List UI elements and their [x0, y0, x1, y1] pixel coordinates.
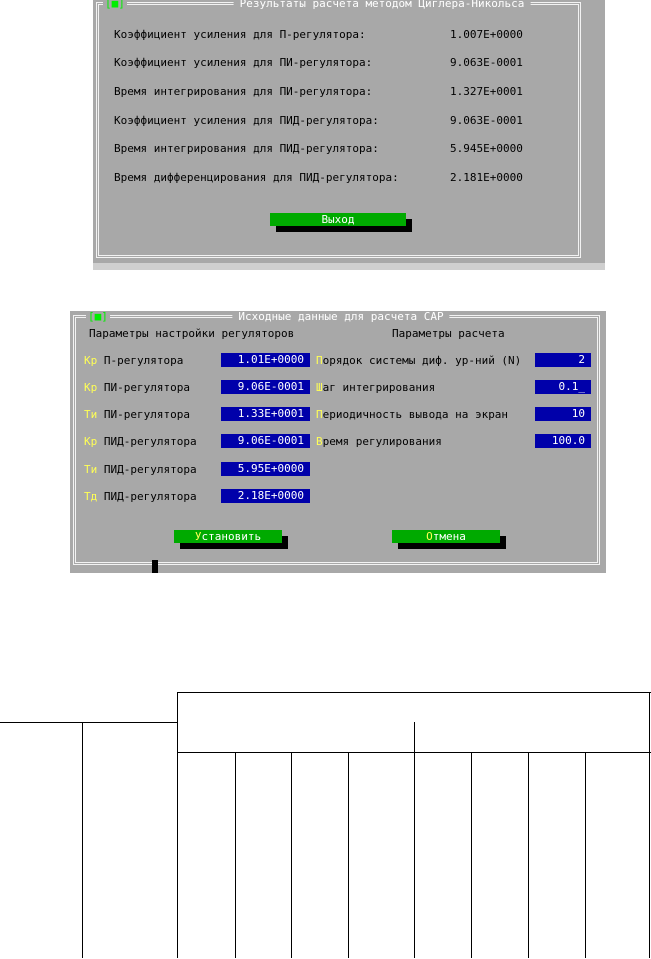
empty-table [0, 692, 651, 958]
table-col-line [82, 722, 83, 958]
table-col-line [585, 752, 586, 958]
exit-button[interactable]: Выход [270, 213, 406, 226]
param-field[interactable]: 9.06E-0001 [221, 380, 310, 394]
input-close-button[interactable]: [■] [88, 310, 108, 323]
table-col-line [235, 752, 236, 958]
param-row: Кр П-регулятора [84, 354, 184, 367]
result-value: 9.063E-0001 [450, 56, 523, 69]
calc-field[interactable]: 100.0 [535, 434, 591, 448]
calc-field[interactable]: 10 [535, 407, 591, 421]
table-col-line [649, 692, 650, 958]
table-col-line [177, 692, 178, 958]
table-col-line [471, 752, 472, 958]
input-title: Исходные данные для расчета САР [232, 311, 449, 323]
param-row: Кр ПИД-регулятора [84, 435, 197, 448]
input-dialog [70, 311, 606, 573]
left-header: Параметры настройки регуляторов [89, 327, 295, 340]
results-title: Результаты расчета методом Циглера-Никольса [234, 0, 531, 10]
right-header: Параметры расчета [392, 327, 505, 340]
table-header-top-line [177, 692, 651, 693]
calc-row: Порядок системы диф. ур-ний (N) [316, 354, 522, 367]
calc-row: Периодичность вывода на экран [316, 408, 509, 421]
results-close-button[interactable]: [■] [105, 0, 125, 10]
param-row: Кр ПИ-регулятора [84, 381, 190, 394]
result-value: 1.007E+0000 [450, 28, 523, 41]
results-dialog [93, 0, 605, 270]
param-field[interactable]: 9.06E-0001 [221, 434, 310, 448]
param-field[interactable]: 1.33E+0001 [221, 407, 310, 421]
result-value: 9.063E-0001 [450, 114, 523, 127]
result-label: Время интегрирования для ПИ-регулятора: [114, 85, 373, 98]
calc-field[interactable]: 2 [535, 353, 591, 367]
result-value: 5.945E+0000 [450, 142, 523, 155]
param-row: Тд ПИД-регулятора [84, 490, 197, 503]
result-value: 2.181E+0000 [450, 171, 523, 184]
result-label: Время интегрирования для ПИД-регулятора: [114, 142, 379, 155]
table-col-line [528, 752, 529, 958]
result-label: Время дифференцирования для ПИД-регулятора: [114, 171, 399, 184]
text-cursor [152, 560, 158, 573]
calc-row: Время регулирования [316, 435, 442, 448]
result-label: Коэффициент усиления для ПИД-регулятора: [114, 114, 379, 127]
param-row: Ти ПИД-регулятора [84, 463, 197, 476]
table-col-line [291, 752, 292, 958]
calc-field[interactable]: 0.1_ [535, 380, 591, 394]
param-row: Ти ПИ-регулятора [84, 408, 190, 421]
param-field[interactable]: 2.18E+0000 [221, 489, 310, 503]
calc-row: Шаг интегрирования [316, 381, 436, 394]
result-value: 1.327E+0001 [450, 85, 523, 98]
param-field[interactable]: 5.95E+0000 [221, 462, 310, 476]
table-col-line [348, 752, 349, 958]
results-shadow-bar [93, 263, 605, 270]
result-label: Коэффициент усиления для П-регулятора: [114, 28, 366, 41]
result-label: Коэффициент усиления для ПИ-регулятора: [114, 56, 373, 69]
set-button[interactable]: Установить [174, 530, 282, 543]
table-col-line [414, 722, 415, 958]
table-col-line [0, 722, 177, 959]
param-field[interactable]: 1.01E+0000 [221, 353, 310, 367]
cancel-button[interactable]: Отмена [392, 530, 500, 543]
